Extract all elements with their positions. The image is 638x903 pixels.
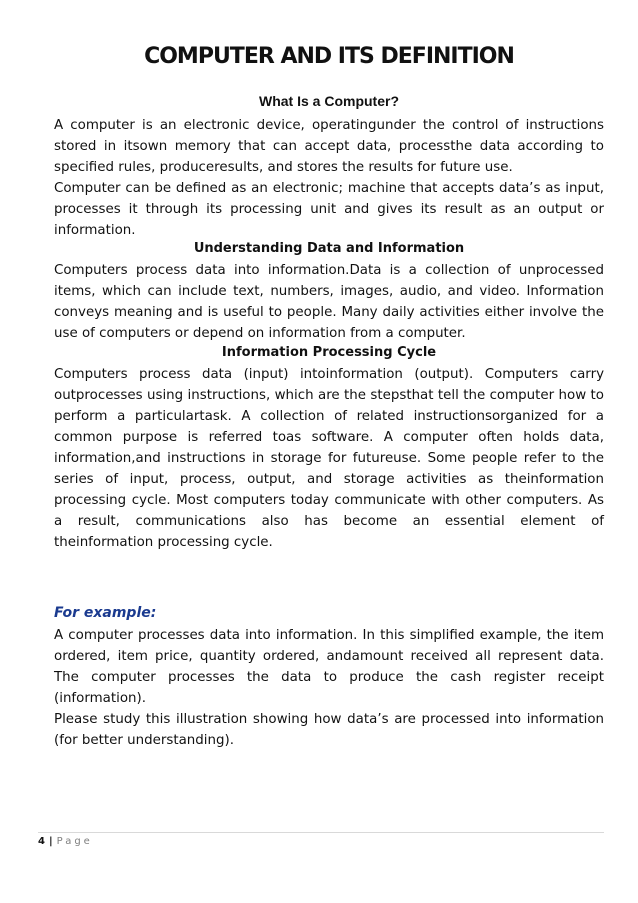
example-label: For example: (54, 605, 157, 621)
section-heading-data-information: Understanding Data and Information (193, 241, 465, 256)
paragraph-computer-definition-2: Computer can be defined as an electronic; machine that accepts data’s as input, processes it through its processing unit and gives its result as an output or information. (54, 181, 604, 238)
page-title: COMPUTER AND ITS DEFINITION (144, 44, 514, 69)
paragraph-example-2: Please study this illustration showing how data’s are processed into information (for better understanding). (54, 712, 604, 748)
section-heading-processing-cycle: Information Processing Cycle (221, 345, 437, 360)
page-number: 4 (38, 836, 45, 847)
footer-divider (38, 832, 604, 833)
paragraph-data-information: Computers process data into information.Data is a collection of unprocessed items, which can include text, numbers, images, audio, and video. Information conveys meaning and is useful to people. Many daily activities either involve the use of computers or depend on information from a computer. (54, 263, 604, 341)
paragraph-example-1: A computer processes data into information. In this simplified example, the item ordered, item price, quantity ordered, andamount received all represent data. The computer processes the data to produce the cash register receipt (information). (54, 628, 604, 706)
footer-separator: | (48, 836, 53, 847)
page-footer (38, 836, 93, 847)
paragraph-computer-definition-1: A computer is an electronic device, operatingunder the control of instructions stored in itsown memory that can accept data, processthe data according to specified rules, produceresults, and stores the results for future use. (54, 118, 604, 175)
paragraph-processing-cycle: Computers process data (input) intoinformation (output). Computers carry outprocesses using instructions, which are the stepsthat tell the computer how to perform a particulartask. A collection of related instructionsorganized for a common purpose is referred toas software. A computer often holds data, information,and instructions in storage for futureuse. Some people refer to the series of input, process, output, and storage activities as theinformation processing cycle. Most computers today communicate with other computers. As a result, communications also has become an essential element of theinformation processing cycle. (54, 367, 604, 550)
page-word: Page (56, 836, 93, 847)
section-heading-what-is-computer: What Is a Computer? (258, 93, 399, 109)
